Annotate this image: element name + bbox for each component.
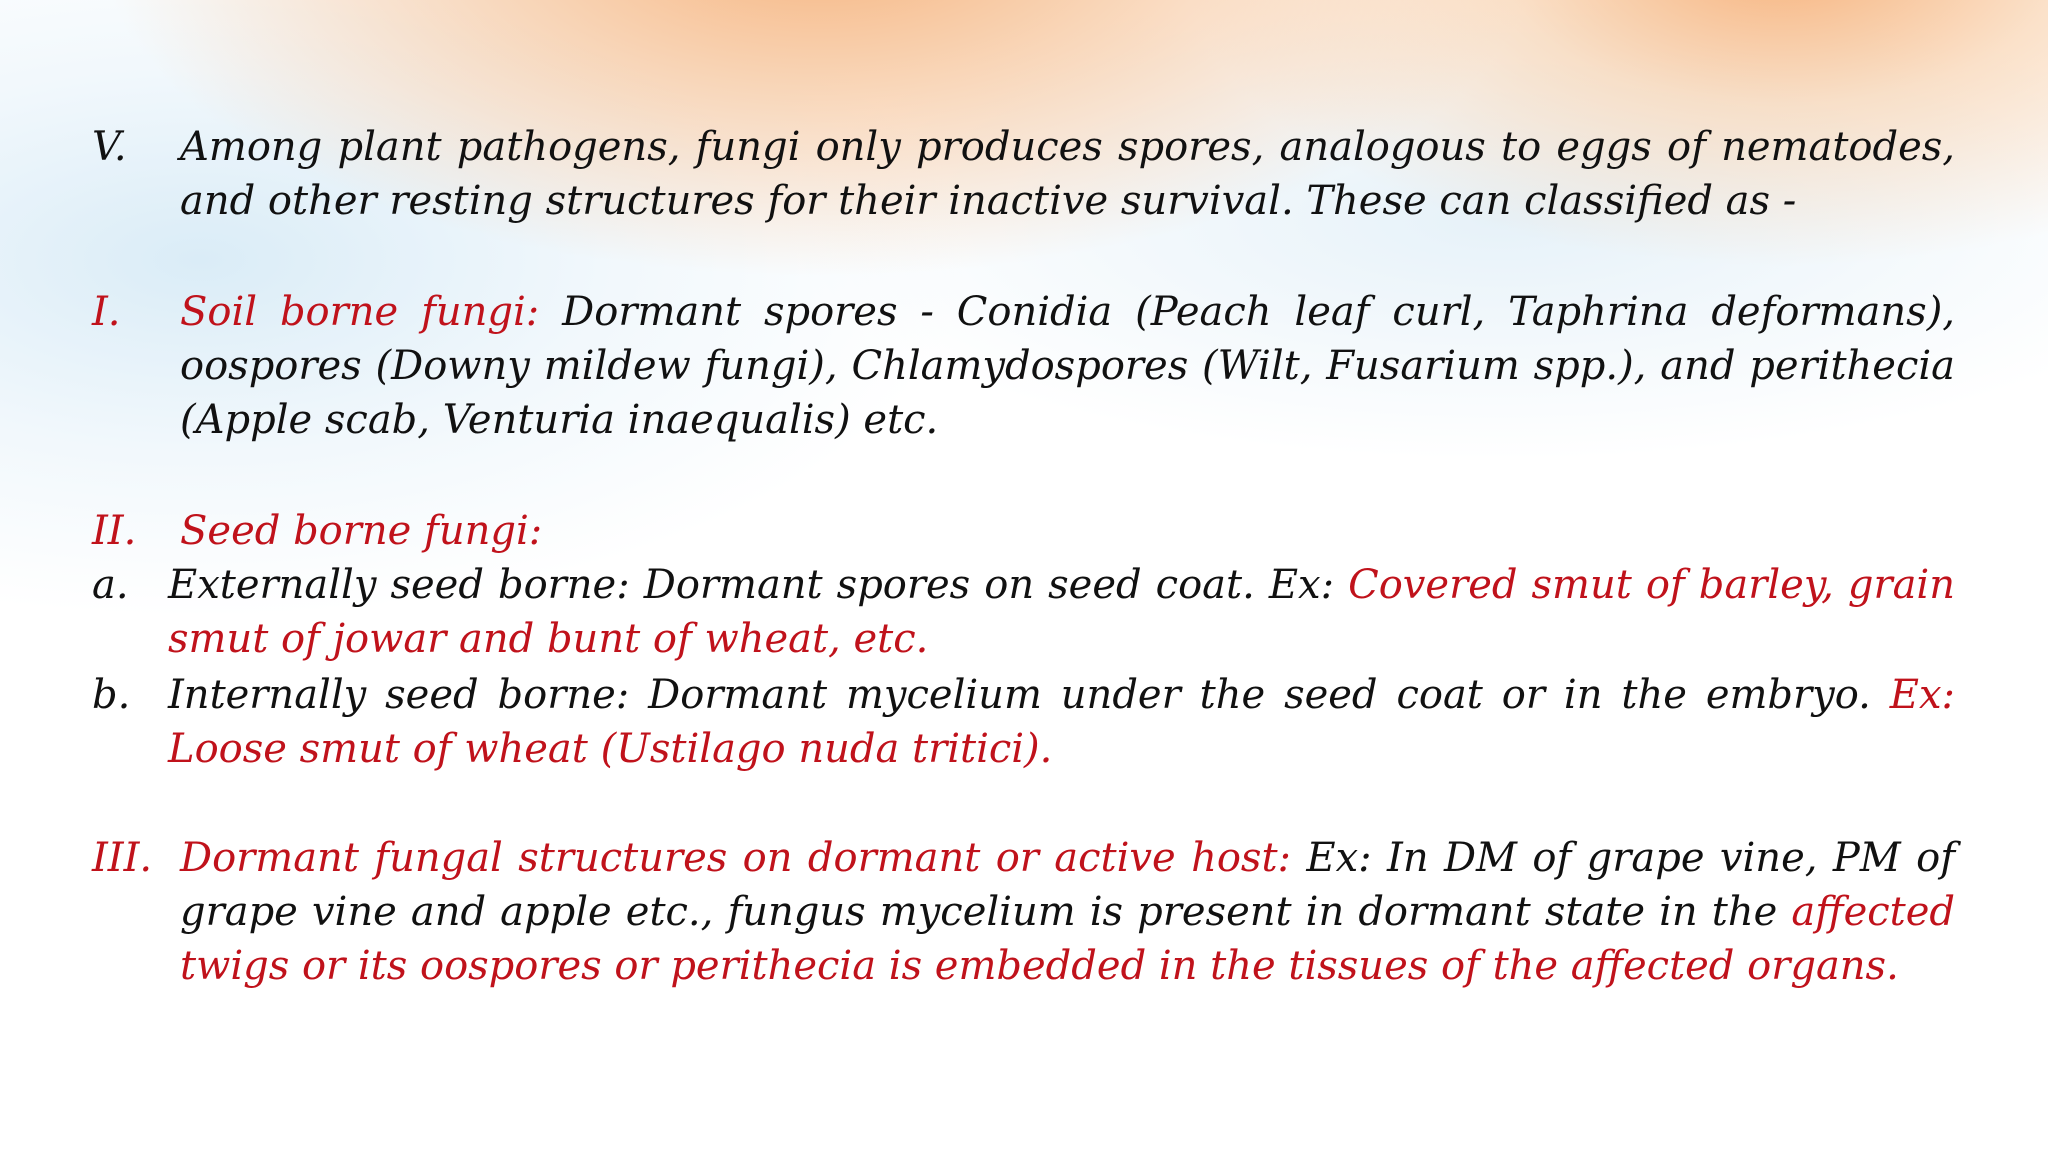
item-ii-b-red-sci: (Ustilago nuda tritici). (600, 726, 1053, 772)
item-ii-marker: II. (92, 508, 137, 554)
item-ii-b-paragraph (168, 668, 1955, 776)
item-ii-a-red-text: Covered smut of barley, grain smut of jowar and bunt of wheat, etc. (168, 562, 1955, 662)
item-ii-a-marker: a. (92, 562, 129, 608)
item-i-text-c: spp.), and perithecia (Apple scab, (180, 343, 1956, 443)
item-i-sci-b: Fusarium (1326, 343, 1520, 389)
item-iii-heading: Dormant fungal structures on dormant or active host: (180, 835, 1292, 881)
item-i-paragraph (180, 285, 1955, 447)
item-v-text: Among plant pathogens, fungi only produces spores, analogous to eggs of nematodes, and other resting structures for their inactive survival. These can classified as - (180, 124, 1955, 224)
item-i-text-d: ) etc. (835, 397, 939, 443)
item-ii-heading: Seed borne fungi: (180, 508, 543, 554)
item-ii-a-text: Externally seed borne: Dormant spores on seed coat. Ex: (168, 562, 1349, 608)
item-iii-marker: III. (92, 835, 153, 881)
item-ii-b-red-text: Ex: Loose smut of wheat (168, 672, 1955, 772)
item-iii-paragraph (180, 831, 1955, 993)
item-i-sci-c: Venturia inaequalis (442, 397, 836, 443)
item-iii-red-text: affected twigs or its oospores or perithecia is embedded in the tissues of the affected organs. (180, 889, 1955, 989)
item-i-text-a: Dormant spores - Conidia (Peach leaf curl, (539, 289, 1509, 335)
item-ii-a-paragraph (168, 558, 1955, 666)
item-ii-b-text: Internally seed borne: Dormant mycelium under the seed coat or in the embryo. (168, 672, 1890, 718)
item-i-marker: I. (92, 289, 121, 335)
item-iii-text: Ex: In DM of grape vine, PM of grape vine and apple etc., fungus mycelium is present in dormant state in the (180, 835, 1955, 935)
item-ii-b-marker: b. (92, 672, 131, 718)
item-i-text-b: ), oospores (Downy mildew fungi), Chlamydospores (Wilt, (180, 289, 1956, 389)
item-i-sci-a: Taphrina deformans (1508, 289, 1927, 335)
item-v-marker: V. (92, 124, 127, 170)
item-i-heading: Soil borne fungi: (180, 289, 540, 335)
